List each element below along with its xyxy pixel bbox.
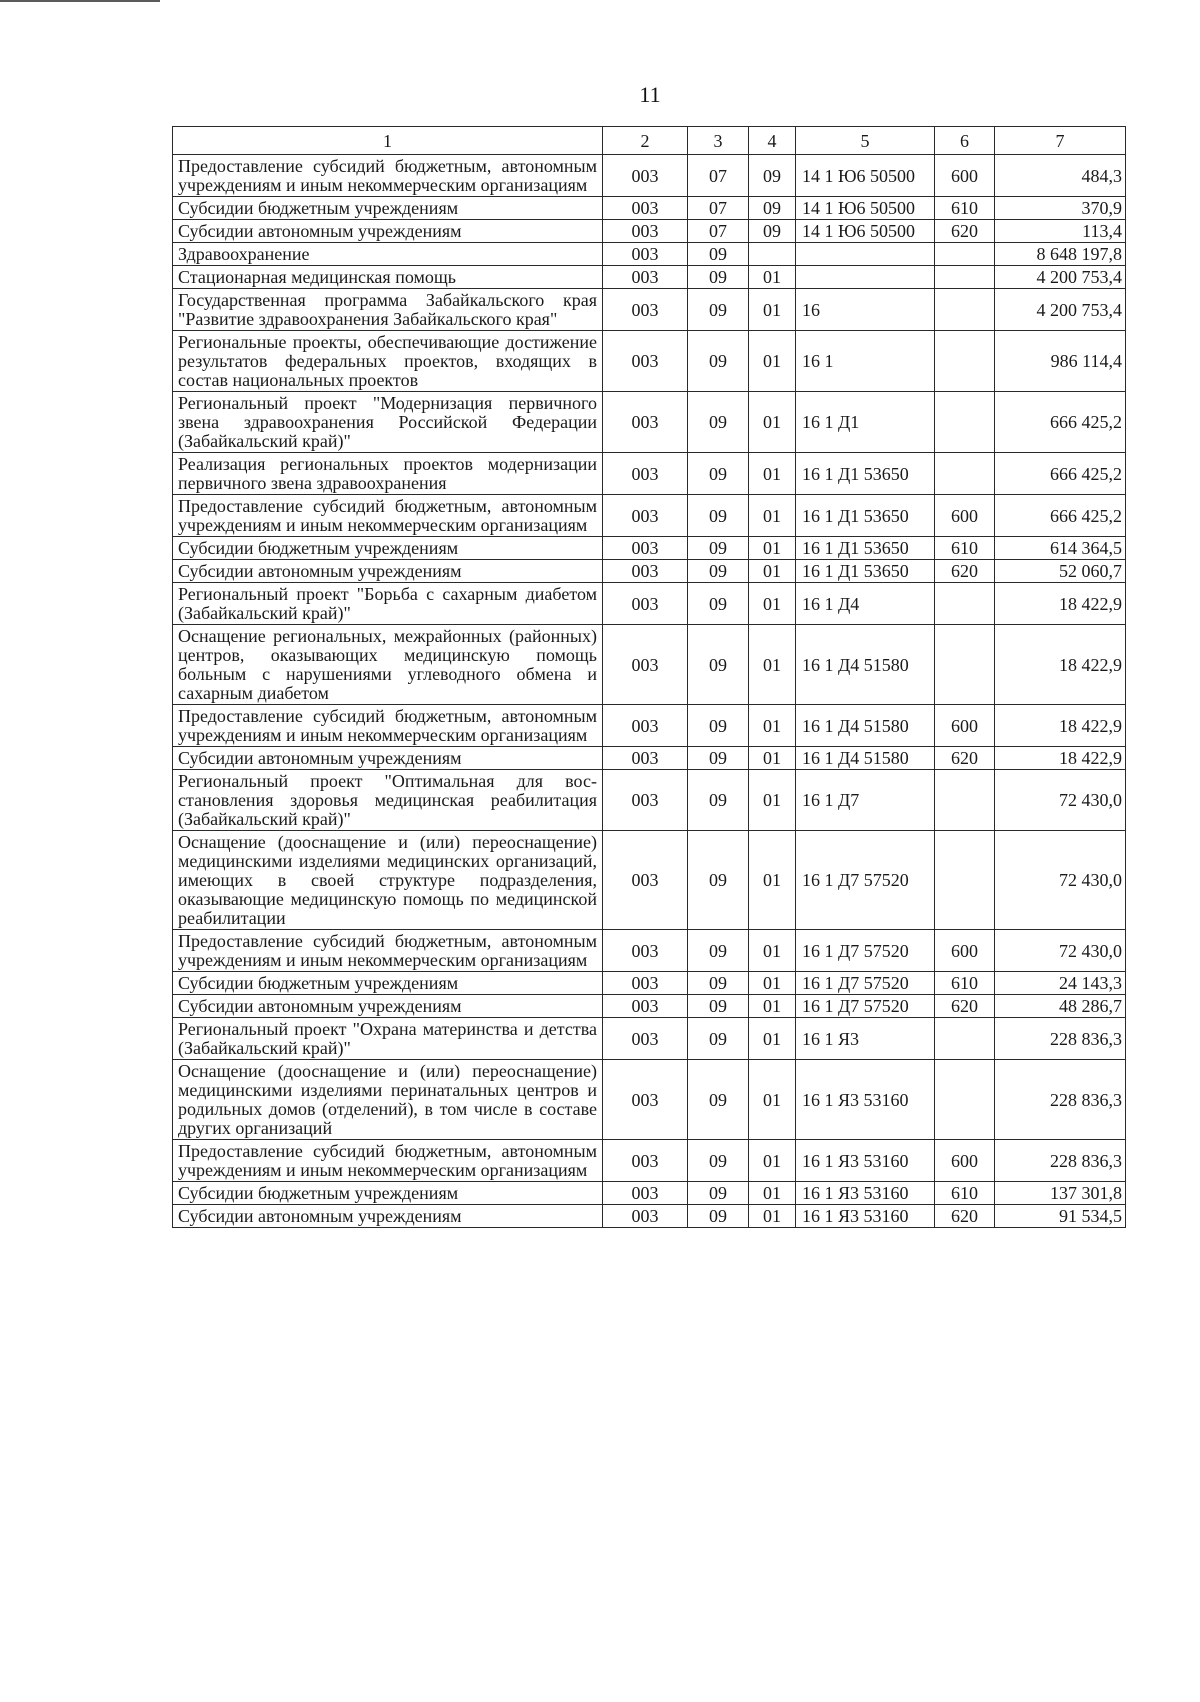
subsection-code-cell: 01: [749, 266, 796, 289]
ministry-code-cell: 003: [603, 583, 688, 625]
expense-type-cell: 620: [935, 220, 995, 243]
row-name-cell: Субсидии автономным учреждениям: [173, 220, 603, 243]
section-code-cell: 07: [688, 220, 749, 243]
amount-cell: 18 422,9: [995, 625, 1126, 705]
ministry-code-cell: 003: [603, 266, 688, 289]
table-row: [173, 1018, 1126, 1060]
target-article-cell: [796, 266, 935, 289]
amount-cell: 48 286,7: [995, 995, 1126, 1018]
expense-type-cell: [935, 243, 995, 266]
subsection-code-cell: [749, 243, 796, 266]
table-row: [173, 1060, 1126, 1140]
table-row: [173, 495, 1126, 537]
expense-type-cell: 620: [935, 747, 995, 770]
ministry-code-cell: 003: [603, 220, 688, 243]
target-article-cell: 14 1 Ю6 50500: [796, 197, 935, 220]
table-row: [173, 220, 1126, 243]
expense-type-cell: 610: [935, 197, 995, 220]
target-article-cell: 16 1 Д1: [796, 392, 935, 453]
column-header: 3: [688, 127, 749, 155]
amount-cell: 113,4: [995, 220, 1126, 243]
row-name-cell: Субсидии бюджетным учреждениям: [173, 1182, 603, 1205]
section-code-cell: 09: [688, 392, 749, 453]
table-row: [173, 560, 1126, 583]
target-article-cell: 16 1 Д1 53650: [796, 495, 935, 537]
amount-cell: 72 430,0: [995, 930, 1126, 972]
amount-cell: 24 143,3: [995, 972, 1126, 995]
table-row: [173, 243, 1126, 266]
target-article-cell: [796, 243, 935, 266]
ministry-code-cell: 003: [603, 770, 688, 831]
target-article-cell: 16 1 Д1 53650: [796, 453, 935, 495]
target-article-cell: 16 1 Д7 57520: [796, 995, 935, 1018]
section-code-cell: 09: [688, 289, 749, 331]
row-name-cell: Субсидии автономным учреждениям: [173, 747, 603, 770]
target-article-cell: 16: [796, 289, 935, 331]
target-article-cell: 14 1 Ю6 50500: [796, 155, 935, 197]
table-row: [173, 995, 1126, 1018]
section-code-cell: 09: [688, 705, 749, 747]
row-name-cell: Предоставление субсидий бюджетным, автономным учреждениям и иным некоммерческим организациям: [173, 155, 603, 197]
target-article-cell: 16 1 Я3 53160: [796, 1182, 935, 1205]
section-code-cell: 09: [688, 972, 749, 995]
amount-cell: 228 836,3: [995, 1140, 1126, 1182]
row-name-cell: Субсидии автономным учреждениям: [173, 560, 603, 583]
expense-type-cell: [935, 831, 995, 930]
amount-cell: 4 200 753,4: [995, 289, 1126, 331]
row-name-cell: Стационарная медицинская помощь: [173, 266, 603, 289]
subsection-code-cell: 01: [749, 995, 796, 1018]
row-name-cell: Региональный проект "Оптимальная для восстановления здоровья медицинская реабилитация (Забайкальский край)": [173, 770, 603, 831]
ministry-code-cell: 003: [603, 289, 688, 331]
row-name-cell: Субсидии автономным учреждениям: [173, 1205, 603, 1228]
subsection-code-cell: 01: [749, 1205, 796, 1228]
column-header: 4: [749, 127, 796, 155]
expense-type-cell: 600: [935, 155, 995, 197]
row-name-cell: Здравоохранение: [173, 243, 603, 266]
table-row: [173, 266, 1126, 289]
section-code-cell: 09: [688, 625, 749, 705]
ministry-code-cell: 003: [603, 453, 688, 495]
amount-cell: 18 422,9: [995, 705, 1126, 747]
target-article-cell: 16 1 Д7: [796, 770, 935, 831]
ministry-code-cell: 003: [603, 831, 688, 930]
row-name-cell: Региональные проекты, обеспечивающие достижение результатов федеральных проектов, входящих в состав национальных проектов: [173, 331, 603, 392]
section-code-cell: 09: [688, 1140, 749, 1182]
row-name-cell: Региональный проект "Охрана материнства и детства (Забайкальский край)": [173, 1018, 603, 1060]
target-article-cell: 16 1 Я3 53160: [796, 1205, 935, 1228]
expense-type-cell: 600: [935, 705, 995, 747]
table-row: [173, 155, 1126, 197]
section-code-cell: 09: [688, 495, 749, 537]
ministry-code-cell: 003: [603, 1060, 688, 1140]
section-code-cell: 07: [688, 197, 749, 220]
row-name-cell: Предоставление субсидий бюджетным, автономным учреждениям и иным некоммерческим организациям: [173, 495, 603, 537]
ministry-code-cell: 003: [603, 537, 688, 560]
expense-type-cell: 600: [935, 1140, 995, 1182]
section-code-cell: 09: [688, 1060, 749, 1140]
subsection-code-cell: 09: [749, 220, 796, 243]
table-row: [173, 705, 1126, 747]
subsection-code-cell: 01: [749, 770, 796, 831]
expense-type-cell: [935, 453, 995, 495]
section-code-cell: 09: [688, 995, 749, 1018]
amount-cell: 52 060,7: [995, 560, 1126, 583]
amount-cell: 666 425,2: [995, 495, 1126, 537]
amount-cell: 8 648 197,8: [995, 243, 1126, 266]
ministry-code-cell: 003: [603, 155, 688, 197]
target-article-cell: 16 1 Д4: [796, 583, 935, 625]
subsection-code-cell: 01: [749, 1060, 796, 1140]
row-name-cell: Региональный проект "Модернизация первичного звена здравоохранения Российской Федерации (Забайкальский край)": [173, 392, 603, 453]
section-code-cell: 07: [688, 155, 749, 197]
ministry-code-cell: 003: [603, 392, 688, 453]
ministry-code-cell: 003: [603, 705, 688, 747]
target-article-cell: 16 1 Д4 51580: [796, 705, 935, 747]
table-row: [173, 930, 1126, 972]
amount-cell: 666 425,2: [995, 453, 1126, 495]
row-name-cell: Субсидии бюджетным учреждениям: [173, 197, 603, 220]
row-name-cell: Субсидии автономным учреждениям: [173, 995, 603, 1018]
amount-cell: 91 534,5: [995, 1205, 1126, 1228]
ministry-code-cell: 003: [603, 930, 688, 972]
section-code-cell: 09: [688, 243, 749, 266]
amount-cell: 18 422,9: [995, 583, 1126, 625]
table-row: [173, 537, 1126, 560]
ministry-code-cell: 003: [603, 495, 688, 537]
subsection-code-cell: 01: [749, 392, 796, 453]
section-code-cell: 09: [688, 560, 749, 583]
section-code-cell: 09: [688, 930, 749, 972]
amount-cell: 484,3: [995, 155, 1126, 197]
column-header: 6: [935, 127, 995, 155]
section-code-cell: 09: [688, 747, 749, 770]
subsection-code-cell: 01: [749, 1140, 796, 1182]
ministry-code-cell: 003: [603, 560, 688, 583]
row-name-cell: Предоставление субсидий бюджетным, автономным учреждениям и иным некоммерческим организациям: [173, 1140, 603, 1182]
target-article-cell: 16 1: [796, 331, 935, 392]
header-row: [173, 127, 1126, 155]
ministry-code-cell: 003: [603, 625, 688, 705]
table-row: [173, 453, 1126, 495]
ministry-code-cell: 003: [603, 995, 688, 1018]
scan-edge-line: [0, 0, 160, 2]
ministry-code-cell: 003: [603, 1018, 688, 1060]
table-row: [173, 1182, 1126, 1205]
section-code-cell: 09: [688, 770, 749, 831]
expense-type-cell: [935, 625, 995, 705]
target-article-cell: 16 1 Я3: [796, 1018, 935, 1060]
row-name-cell: Оснащение (дооснащение и (или) переоснащение) медицинскими изделиями медицинских организаций, имеющих в своей структуре подразделения, оказывающие медицинскую помощь по медицинской реабилитации: [173, 831, 603, 930]
subsection-code-cell: 01: [749, 289, 796, 331]
amount-cell: 72 430,0: [995, 770, 1126, 831]
row-name-cell: Предоставление субсидий бюджетным, автономным учреждениям и иным некоммерческим организациям: [173, 930, 603, 972]
expense-type-cell: 600: [935, 495, 995, 537]
ministry-code-cell: 003: [603, 1182, 688, 1205]
ministry-code-cell: 003: [603, 197, 688, 220]
ministry-code-cell: 003: [603, 1205, 688, 1228]
expense-type-cell: [935, 266, 995, 289]
section-code-cell: 09: [688, 583, 749, 625]
amount-cell: 370,9: [995, 197, 1126, 220]
target-article-cell: 16 1 Д4 51580: [796, 625, 935, 705]
amount-cell: 4 200 753,4: [995, 266, 1126, 289]
target-article-cell: 16 1 Я3 53160: [796, 1140, 935, 1182]
expense-type-cell: 600: [935, 930, 995, 972]
section-code-cell: 09: [688, 831, 749, 930]
table-body: [173, 155, 1126, 1228]
target-article-cell: 16 1 Д1 53650: [796, 560, 935, 583]
table-row: [173, 392, 1126, 453]
row-name-cell: Предоставление субсидий бюджетным, автономным учреждениям и иным некоммерческим организациям: [173, 705, 603, 747]
amount-cell: 228 836,3: [995, 1018, 1126, 1060]
expense-type-cell: [935, 1060, 995, 1140]
target-article-cell: 14 1 Ю6 50500: [796, 220, 935, 243]
ministry-code-cell: 003: [603, 747, 688, 770]
amount-cell: 614 364,5: [995, 537, 1126, 560]
section-code-cell: 09: [688, 1182, 749, 1205]
subsection-code-cell: 01: [749, 831, 796, 930]
expense-type-cell: [935, 392, 995, 453]
expense-type-cell: 610: [935, 972, 995, 995]
ministry-code-cell: 003: [603, 331, 688, 392]
subsection-code-cell: 01: [749, 625, 796, 705]
table-row: [173, 972, 1126, 995]
table-row: [173, 197, 1126, 220]
subsection-code-cell: 01: [749, 705, 796, 747]
budget-table: [172, 126, 1126, 1228]
subsection-code-cell: 01: [749, 930, 796, 972]
expense-type-cell: [935, 331, 995, 392]
row-name-cell: Региональный проект "Борьба с сахарным диабетом (Забайкальский край)": [173, 583, 603, 625]
ministry-code-cell: 003: [603, 972, 688, 995]
subsection-code-cell: 09: [749, 197, 796, 220]
subsection-code-cell: 01: [749, 747, 796, 770]
subsection-code-cell: 09: [749, 155, 796, 197]
expense-type-cell: 610: [935, 537, 995, 560]
column-header: 2: [603, 127, 688, 155]
page-number: 11: [639, 82, 661, 107]
target-article-cell: 16 1 Д1 53650: [796, 537, 935, 560]
target-article-cell: 16 1 Я3 53160: [796, 1060, 935, 1140]
table-row: [173, 331, 1126, 392]
subsection-code-cell: 01: [749, 331, 796, 392]
row-name-cell: Государственная программа Забайкальского края "Развитие здравоохранения Забайкальского края": [173, 289, 603, 331]
expense-type-cell: [935, 1018, 995, 1060]
section-code-cell: 09: [688, 537, 749, 560]
table-row: [173, 625, 1126, 705]
table-row: [173, 1205, 1126, 1228]
column-header: 7: [995, 127, 1126, 155]
expense-type-cell: 620: [935, 995, 995, 1018]
section-code-cell: 09: [688, 266, 749, 289]
subsection-code-cell: 01: [749, 972, 796, 995]
target-article-cell: 16 1 Д7 57520: [796, 831, 935, 930]
table-row: [173, 770, 1126, 831]
column-header: 1: [173, 127, 603, 155]
row-name-cell: Оснащение региональных, межрайонных (районных) центров, оказывающих медицинскую помощь больным с нарушениями углеводного обмена и сахарным диабетом: [173, 625, 603, 705]
subsection-code-cell: 01: [749, 583, 796, 625]
table-row: [173, 747, 1126, 770]
amount-cell: 986 114,4: [995, 331, 1126, 392]
amount-cell: 228 836,3: [995, 1060, 1126, 1140]
table-row: [173, 289, 1126, 331]
subsection-code-cell: 01: [749, 537, 796, 560]
amount-cell: 72 430,0: [995, 831, 1126, 930]
target-article-cell: 16 1 Д7 57520: [796, 972, 935, 995]
row-name-cell: Реализация региональных проектов модернизации первичного звена здравоохранения: [173, 453, 603, 495]
ministry-code-cell: 003: [603, 243, 688, 266]
section-code-cell: 09: [688, 453, 749, 495]
expense-type-cell: 620: [935, 1205, 995, 1228]
row-name-cell: Оснащение (дооснащение и (или) переоснащение) медицинскими изделиями перинатальных центров и родильных домов (отделений), в том числе в составе других организаций: [173, 1060, 603, 1140]
expense-type-cell: [935, 583, 995, 625]
subsection-code-cell: 01: [749, 495, 796, 537]
target-article-cell: 16 1 Д4 51580: [796, 747, 935, 770]
section-code-cell: 09: [688, 1018, 749, 1060]
expense-type-cell: 620: [935, 560, 995, 583]
amount-cell: 18 422,9: [995, 747, 1126, 770]
subsection-code-cell: 01: [749, 453, 796, 495]
section-code-cell: 09: [688, 1205, 749, 1228]
expense-type-cell: [935, 289, 995, 331]
expense-type-cell: 610: [935, 1182, 995, 1205]
row-name-cell: Субсидии бюджетным учреждениям: [173, 537, 603, 560]
table-row: [173, 583, 1126, 625]
subsection-code-cell: 01: [749, 1182, 796, 1205]
amount-cell: 666 425,2: [995, 392, 1126, 453]
section-code-cell: 09: [688, 331, 749, 392]
row-name-cell: Субсидии бюджетным учреждениям: [173, 972, 603, 995]
subsection-code-cell: 01: [749, 1018, 796, 1060]
column-header: 5: [796, 127, 935, 155]
expense-type-cell: [935, 770, 995, 831]
subsection-code-cell: 01: [749, 560, 796, 583]
amount-cell: 137 301,8: [995, 1182, 1126, 1205]
ministry-code-cell: 003: [603, 1140, 688, 1182]
table-row: [173, 831, 1126, 930]
table-row: [173, 1140, 1126, 1182]
target-article-cell: 16 1 Д7 57520: [796, 930, 935, 972]
